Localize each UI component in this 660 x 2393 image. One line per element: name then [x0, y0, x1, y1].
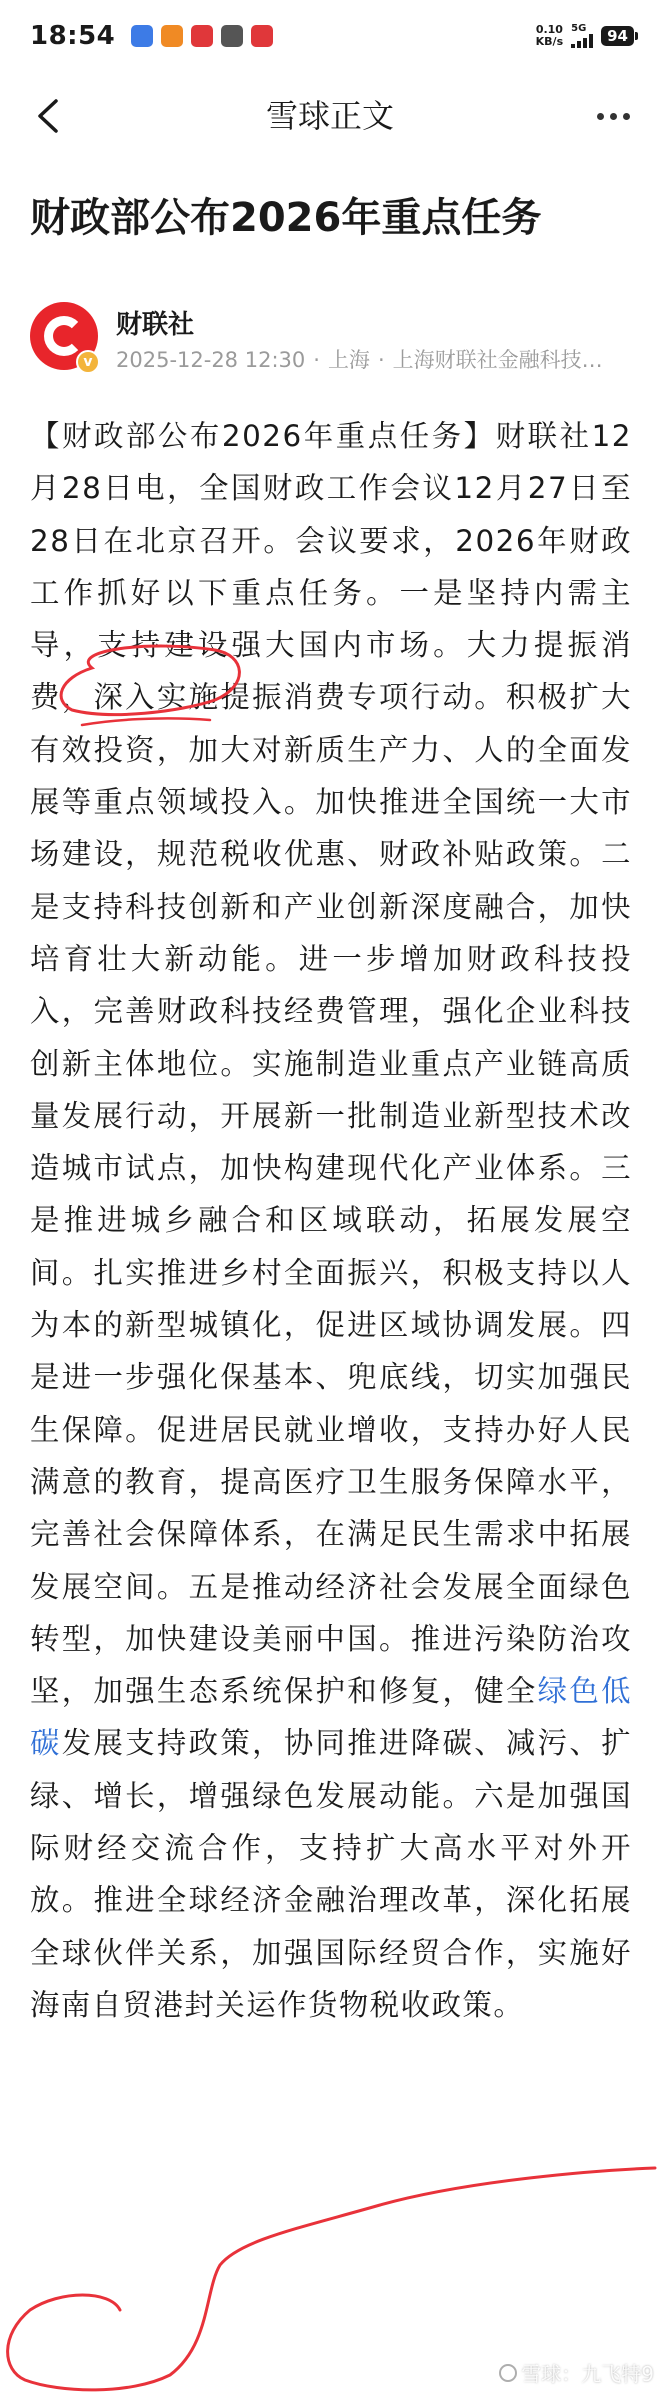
network-speed-value: 0.10	[535, 23, 563, 36]
article-text: 发展支持政策，协同推进降碳、减污、扩绿、增长，增强绿色发展动能。六是加强国际财经交流合作，支持扩大高水平对外开放。推进全球经济金融治理改革，深化拓展全球伙伴关系，加强国际经贸合作，实施好海南自贸港封关运作货物税收政策。	[30, 1726, 633, 2022]
article-text: 【财政部公布2026年重点任务】财联社12月28日电，全国财政工作会议12月27日至28日在北京召开。会议要求，2026年财政工作抓好以下重点任务。一是坚持内需主导，支持建设强大国内市场。大力提振消费，深入实施提振消费专项行动。积极扩大有效投资，加大对新质生产力、人的全面发展等重点领域投入。加快推进全国统一大市场建设，规范税收优惠、财政补贴政策。二是支持科技创新和产业创新深度融合，加快培育壮大新动能。进一步增加财政科技投入，完善财政科技经费管理，强化企业科技创新主体地位。实施制造业重点产业链高质量发展行动，开展新一批制造业新型技术改造城市试点，加快构建现代化产业体系。三是推进城乡融合和区域联动，拓展发展空间。扎实推进乡村全面振兴，积极支持以人为本的新型城镇化，促进区域协调发展。四是进一步强化保基本、兜底线，切实加强民生保障。促进居民就业增收，支持办好人民满意的教育，提高医疗卫生服务保障水平，完善社会保障体系，在满足民生需求中拓展发展空间。五是推动经济社会发展全面绿色转型，加快建设美丽中国。推进污染防治攻坚，加强生态系统保护和修复，健全	[30, 419, 632, 1709]
status-indicators	[536, 24, 634, 48]
author-meta: 2025-12-28 12:30 · 上海 · 上海财联社金融科技…	[116, 348, 603, 372]
signal-bars-icon	[571, 34, 593, 48]
signal-label: 5G	[571, 23, 587, 34]
avatar[interactable]	[30, 302, 98, 370]
page-title: 雪球正文	[265, 97, 394, 135]
author-organization: 上海财联社金融科技…	[392, 348, 603, 372]
watermark	[499, 2358, 654, 2387]
publish-datetime: 2025-12-28 12:30	[116, 348, 306, 372]
annotation-loop-stroke	[8, 2168, 655, 2390]
author-row	[30, 296, 640, 376]
publish-location: 上海	[327, 348, 370, 372]
author-name[interactable]: 财联社	[116, 310, 195, 340]
nav-bar	[0, 72, 660, 160]
watermark-text: 雪球：九飞特9	[521, 2362, 654, 2386]
topic-link-green-low-carbon[interactable]: 绿色低碳	[30, 1674, 633, 1761]
more-dot-icon	[597, 113, 604, 120]
network-speed-unit: KB/s	[535, 35, 564, 48]
verified-badge-icon: v	[76, 350, 100, 374]
more-options-button[interactable]	[588, 94, 638, 138]
article-body	[30, 410, 632, 2031]
status-bar	[0, 0, 660, 72]
article-title: 财政部公布2026年重点任务	[30, 195, 542, 241]
battery-icon: 94	[601, 26, 634, 46]
network-speed	[536, 24, 563, 48]
xueqiu-logo-icon	[499, 2364, 517, 2382]
app-notification-icon	[251, 25, 273, 47]
app-notification-icon	[131, 25, 153, 47]
status-time: 18:54	[30, 21, 116, 51]
cailianshe-logo-icon	[44, 316, 84, 356]
app-notification-icon	[221, 25, 243, 47]
notification-icons	[131, 25, 273, 47]
more-dot-icon	[610, 113, 617, 120]
more-dot-icon	[623, 113, 630, 120]
app-notification-icon	[191, 25, 213, 47]
signal-indicator	[571, 24, 593, 48]
app-notification-icon	[161, 25, 183, 47]
